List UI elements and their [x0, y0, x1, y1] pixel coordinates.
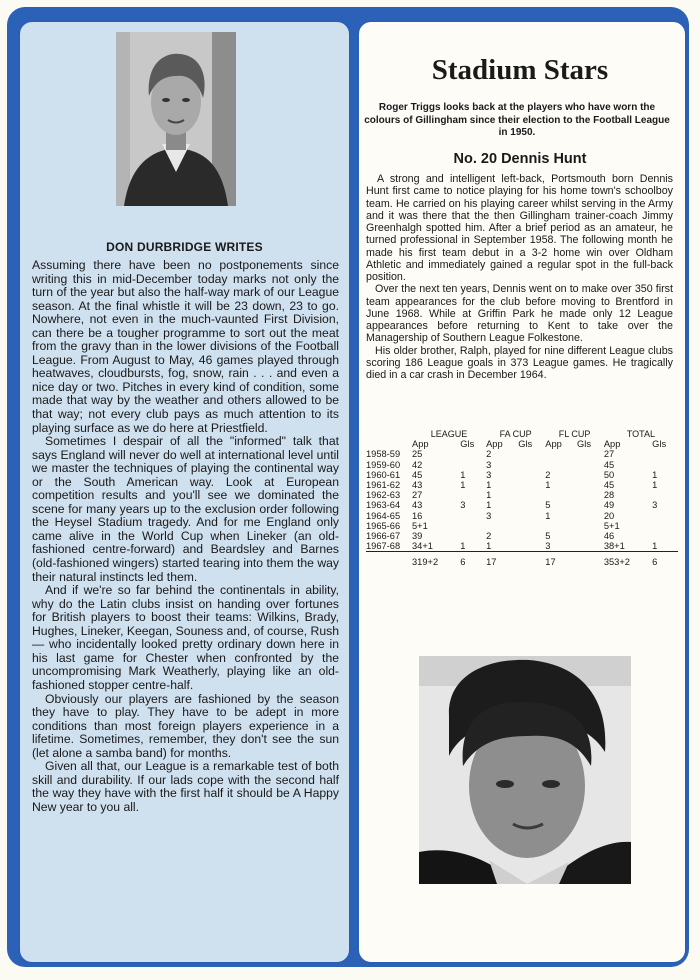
stats-value-cell: 46 [603, 531, 615, 542]
left-paragraph: Obviously our players are fashioned by the season they have to play. They have to be adept in more conditions than most foreign players experience in a lifetime. Sometimes, remember, they don't see the sun (let alone a samba band) for months. [32, 691, 339, 760]
stats-subheader-cell: App [412, 439, 429, 450]
stats-value-cell [652, 449, 678, 459]
stats-value-cell: 3 [486, 510, 492, 521]
stats-value-cell [652, 511, 678, 521]
stats-value-cell [577, 541, 604, 552]
stats-value-cell: 2 [545, 469, 551, 480]
stats-value-cell: 1 [652, 541, 658, 552]
stats-total-cell: 6 [652, 552, 678, 568]
left-paragraph: Given all that, our League is a remarkable test of both skill and durability. If our lads cope with the second half the way they have with the first half it should be A Happy New year to you all. [32, 759, 339, 814]
stats-value-cell [577, 470, 604, 480]
stats-value-cell: 3 [545, 541, 551, 552]
stats-value-cell [545, 460, 577, 470]
stats-group-label: FL CUP [558, 429, 591, 439]
stats-season-cell: 1964-65 [366, 510, 401, 521]
stats-value-cell: 1 [486, 541, 492, 552]
stats-season-cell: 1965-66 [366, 520, 401, 531]
stats-value-cell: 49 [603, 500, 615, 511]
stats-value-cell [577, 449, 604, 459]
stats-row [366, 521, 678, 531]
stats-subheader-cell: App [486, 439, 503, 450]
stats-total-cell: 319+2 [412, 552, 460, 568]
stats-value-cell: 1 [545, 480, 551, 491]
page-title: Stadium Stars [431, 54, 609, 86]
stats-value-cell: 5 [545, 500, 551, 511]
stats-value-cell [518, 470, 545, 480]
stats-row [366, 541, 678, 552]
stats-value-cell [577, 490, 604, 500]
stats-value-cell [460, 449, 486, 459]
stats-subheader-cell: Gls [460, 439, 475, 450]
stats-value-cell: 1 [486, 480, 492, 491]
stats-total-cell [366, 552, 412, 568]
stats-value-cell [460, 511, 486, 521]
stats-value-cell: 5+1 [603, 520, 620, 531]
stats-value-cell: 43 [412, 480, 423, 491]
stats-subheader-cell: Gls [577, 439, 591, 450]
stats-value-cell [460, 521, 486, 531]
stats-value-cell [545, 490, 577, 500]
stats-value-cell [518, 460, 545, 470]
article-intro: Roger Triggs looks back at the players who have worn the colours of Gillingham since their election to the Football League in 1950. [364, 102, 670, 138]
stats-value-cell: 3 [486, 459, 492, 470]
stats-value-cell [577, 511, 604, 521]
stats-value-cell [518, 449, 545, 459]
left-paragraph: And if we're so far behind the continentals in ability, why do the Latin clubs insist on handing over fortunes for British players to boost their teams: Wilkins, Brady, Hughes, Lineker, Keegan, Souness and, of course, Rush — who incidentally looked pretty ordinary down here in his last game for Chester when confronted by the uncompromising Mark Weatherly, playing like an old-fashioned stopper centre-half. [32, 583, 339, 692]
stats-value-cell [652, 460, 678, 470]
right-paragraph: A strong and intelligent left-back, Portsmouth born Dennis Hunt first came to notice playing for his home town's schoolboy team. He carried on his playing career whilst serving in the Army and it was there that the then Gillingham trainer-coach Jimmy Greenhalgh spotted him. After a brief period as an amateur, he turned professional in September 1958. The following month he made his first team debut in a 3-2 home win over Oldham Athletic and immediately gained a regular spot in the full-back position. [366, 173, 673, 283]
stats-value-cell [518, 490, 545, 500]
stats-row [366, 531, 678, 541]
stats-value-cell: 1 [486, 500, 492, 511]
stats-value-cell: 1 [652, 469, 658, 480]
stats-season-cell: 1963-64 [366, 500, 401, 511]
stats-value-cell: 1 [652, 480, 658, 491]
stats-season-cell: 1958-59 [366, 449, 401, 460]
stats-subheader-cell: Gls [652, 439, 667, 450]
stats-value-cell [652, 531, 678, 541]
stats-subheader-row [366, 439, 678, 449]
left-article-heading: DON DURBRIDGE WRITES [106, 240, 263, 254]
stats-value-cell [486, 521, 518, 531]
stats-row [366, 449, 678, 459]
stats-value-cell: 45 [603, 459, 615, 470]
stats-season-cell: 1959-60 [366, 459, 401, 470]
stats-row [366, 500, 678, 510]
stats-season-cell: 1966-67 [366, 531, 401, 542]
stats-value-cell [518, 541, 545, 552]
stats-value-cell: 1 [460, 469, 466, 480]
stats-total-cell: 17 [486, 552, 518, 568]
stats-value-cell [518, 521, 545, 531]
portrait-photo-top [116, 32, 236, 206]
stats-value-cell: 42 [412, 459, 423, 470]
stats-value-cell: 2 [486, 449, 492, 460]
left-article-body [32, 259, 339, 814]
stats-value-cell [577, 500, 604, 510]
stats-total-cell: 17 [545, 552, 577, 568]
stats-value-cell: 38+1 [603, 541, 625, 552]
stats-season-cell: 1961-62 [366, 480, 401, 491]
stats-value-cell [460, 460, 486, 470]
stats-total-cell: 353+2 [604, 552, 652, 568]
stats-value-cell: 27 [603, 449, 615, 460]
stats-value-cell: 1 [460, 541, 466, 552]
career-stats-table [366, 429, 678, 568]
stats-value-cell: 25 [412, 449, 423, 460]
stats-value-cell [577, 460, 604, 470]
stats-value-cell: 27 [412, 490, 423, 501]
stats-group-label: TOTAL [626, 429, 656, 439]
stats-row [366, 490, 678, 500]
stats-total-cell: 6 [460, 552, 486, 568]
stats-season-cell: 1960-61 [366, 469, 401, 480]
stats-value-cell [652, 521, 678, 531]
stats-row [366, 460, 678, 470]
stats-value-cell [460, 490, 486, 500]
stats-value-cell [518, 480, 545, 490]
stats-value-cell: 2 [486, 531, 492, 542]
stats-season-cell: 1962-63 [366, 490, 401, 501]
stats-subheader-cell: Gls [518, 439, 533, 450]
stats-row [366, 470, 678, 480]
stats-value-cell: 45 [412, 469, 423, 480]
stats-row [366, 480, 678, 490]
stats-total-row [366, 552, 678, 568]
stats-group-header-row [366, 429, 678, 439]
stats-value-cell: 1 [486, 490, 492, 501]
article-subtitle: No. 20 Dennis Hunt [453, 151, 587, 167]
stats-value-cell: 28 [603, 490, 615, 501]
stats-value-cell: 45 [603, 480, 615, 491]
stats-value-cell: 3 [486, 469, 492, 480]
stats-group-label: LEAGUE [430, 429, 468, 439]
stats-subheader-cell: App [545, 439, 562, 450]
stats-value-cell [577, 521, 604, 531]
stats-value-cell: 3 [460, 500, 466, 511]
stats-value-cell: 20 [603, 510, 615, 521]
stats-value-cell: 43 [412, 500, 423, 511]
stats-value-cell: 1 [545, 510, 551, 521]
left-paragraph: Sometimes I despair of all the "informed" talk that says England will never do well at international level until we master the techniques of playing the continental way or the South American way. Look at European competition results and you'll see we dominated the scene for many years up to the exclusion order following the Heysel Stadium tragedy. And for me England only came alive in the World Cup when Lineker (an old-fashioned centre-forward) and Beardsley and Barnes (old-fashioned wingers) started tearing into them the way their natural instincts led them. [32, 434, 339, 584]
stats-value-cell: 50 [603, 469, 615, 480]
stats-season-cell: 1967-68 [366, 541, 401, 552]
stats-value-cell [518, 511, 545, 521]
stats-group-label: FA CUP [499, 429, 532, 439]
stats-rows [366, 449, 678, 552]
right-article-body [366, 173, 673, 381]
stats-value-cell [577, 531, 604, 541]
right-paragraph: His older brother, Ralph, played for nine different League clubs scoring 186 League goals in 373 League games. He tragically died in a car crash in December 1964. [366, 344, 673, 381]
stats-value-cell [518, 500, 545, 510]
stats-value-cell [652, 490, 678, 500]
stats-value-cell [545, 521, 577, 531]
left-paragraph: Assuming there have been no postponements since writing this in mid-December today marks not only the turn of the year but also the half-way mark of our League season. At the final whistle it will be 23 down, 23 to go. Nowhere, not even in the much-vaunted First Division, can there be a tougher programme to sort out the meat from the gravy than in the lower divisions of the Football League. From August to May, 46 games played through heatwaves, cloudbursts, fog, snow, rain . . . and even a nice day or two. Pitches in every kind of condition, some made that way by the weather and others allowed to be that way; not every club pays as much attention to its playing surface as we do here at Priestfield. [32, 258, 339, 435]
stats-value-cell: 5 [545, 531, 551, 542]
stats-total-cell [518, 552, 545, 568]
stats-total-cell [577, 552, 604, 568]
stats-value-cell: 3 [652, 500, 658, 511]
stats-value-cell [577, 480, 604, 490]
player-photo-bottom [419, 656, 631, 884]
stats-value-cell: 5+1 [412, 520, 428, 531]
stats-value-cell: 16 [412, 510, 423, 521]
stats-value-cell: 39 [412, 531, 423, 542]
right-paragraph: Over the next ten years, Dennis went on to make over 350 first team appearances for the club before moving to Brentford in June 1968. While at Griffin Park he made only 12 League appearances before returning to Kent to take over the Managership of Southern League Folkestone. [366, 283, 673, 345]
stats-value-cell [518, 531, 545, 541]
stats-subheader-cell: App [603, 439, 621, 450]
stats-value-cell [545, 449, 577, 459]
stats-value-cell [460, 531, 486, 541]
stats-value-cell: 1 [460, 480, 466, 491]
stats-value-cell: 34+1 [412, 541, 433, 552]
stats-row [366, 511, 678, 521]
